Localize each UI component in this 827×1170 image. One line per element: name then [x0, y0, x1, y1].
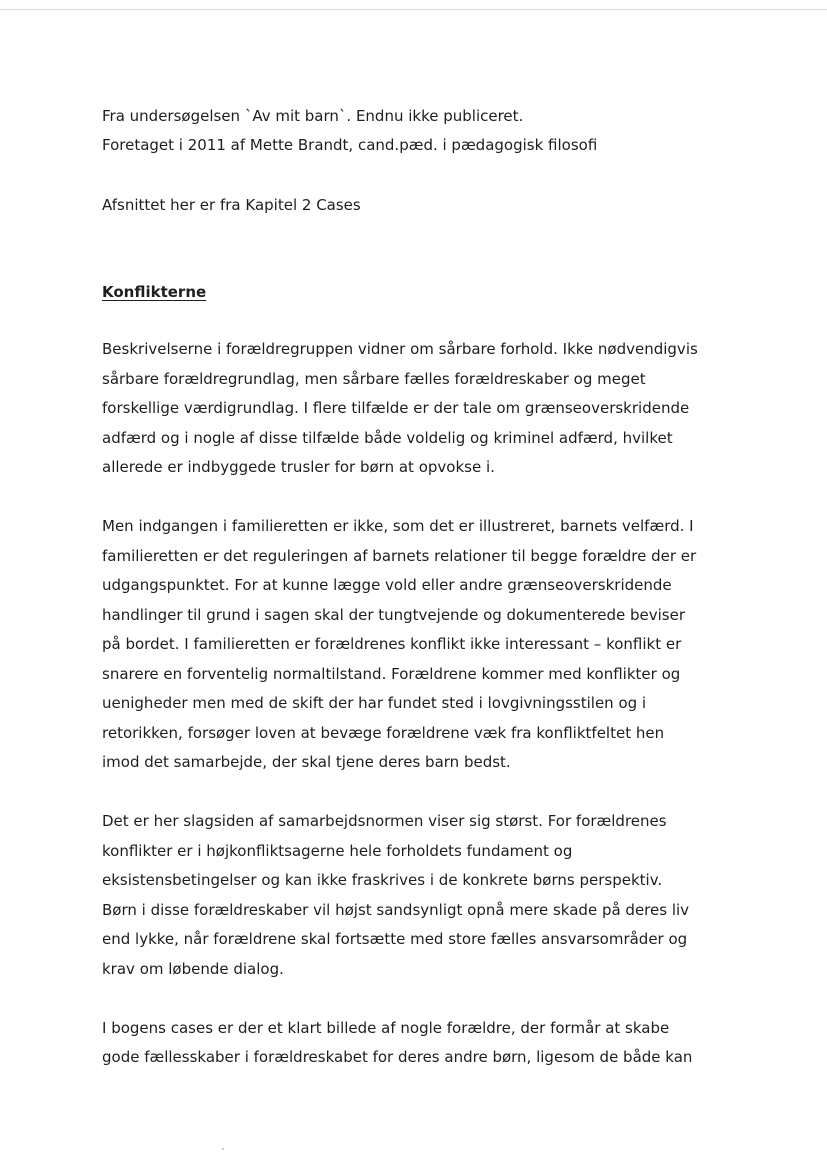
- text-line: handlinger til grund i sagen skal der tungtvejende og dokumenterede beviser: [102, 605, 686, 624]
- text-line: imod det samarbejde, der skal tjene deres barn bedst.: [102, 753, 511, 771]
- text-line: retorikken, forsøger loven at bevæge forældrene væk fra konfliktfeltet hen: [102, 723, 665, 742]
- source-note-line: Fra undersøgelsen `Av mit barn`. Endnu ikke publiceret.: [102, 107, 524, 125]
- text-line: end lykke, når forældrene skal fortsætte med store fælles ansvarsområder og: [102, 930, 688, 948]
- text-line: på bordet. I familieretten er forældrenes konflikt ikke interessant – konflikt er: [102, 635, 682, 653]
- text-line: forskellige værdigrundlag. I flere tilfælde er der tale om grænseoverskridende: [102, 399, 690, 417]
- text-line: krav om løbende dialog.: [102, 959, 284, 978]
- text-line: gode fællesskaber i forældreskabet for deres andre børn, ligesom de både kan: [102, 1048, 693, 1066]
- paragraph: [102, 1014, 762, 1073]
- text-line: snarere en forventelig normaltilstand. Forældrene kommer med konflikter og: [102, 664, 681, 683]
- paragraph: [102, 335, 762, 483]
- text-line: udgangspunktet. For at kunne lægge vold eller andre grænseoverskridende: [102, 576, 672, 594]
- text-line: eksistensbetingelser og kan ikke fraskrives i de konkrete børns perspektiv.: [102, 871, 663, 889]
- section-heading: Konflikterne: [102, 283, 207, 301]
- text-line: sårbare forældregrundlag, men sårbare fælles forældreskaber og meget: [102, 369, 646, 388]
- source-note: [102, 102, 782, 160]
- paragraph: [102, 512, 762, 778]
- text-line: adfærd og i nogle af disse tilfælde både voldelig og kriminel adfærd, hvilket: [102, 428, 673, 447]
- text-line: I bogens cases er der et klart billede af nogle forældre, der formår at skabe: [102, 1018, 670, 1037]
- body-text: [102, 335, 762, 1102]
- text-line: Det er her slagsiden af samarbejdsnormen viser sig størst. For forældrenes: [102, 812, 667, 830]
- text-line: familieretten er det reguleringen af barnets relationer til begge forældre der er: [102, 546, 697, 565]
- source-note-line: Foretaget i 2011 af Mette Brandt, cand.pæd. i pædagogisk filosofi: [102, 136, 598, 154]
- text-line: uenigheder men med de skift der har fundet sted i lovgivningsstilen og i: [102, 694, 647, 712]
- scan-edge-line: [0, 9, 827, 10]
- section-note: Afsnittet her er fra Kapitel 2 Cases: [102, 196, 361, 214]
- text-line: allerede er indbyggede trusler for børn at opvokse i.: [102, 458, 495, 476]
- text-line: Børn i disse forældreskaber vil højst sandsynligt opnå mere skade på deres liv: [102, 900, 690, 919]
- scan-speck: [222, 1148, 224, 1150]
- text-line: Beskrivelserne i forældregruppen vidner om sårbare forhold. Ikke nødvendigvis: [102, 340, 698, 358]
- text-line: Men indgangen i familieretten er ikke, som det er illustreret, barnets velfærd. I: [102, 517, 694, 535]
- text-line: konflikter er i højkonfliktsagerne hele forholdets fundament og: [102, 841, 573, 860]
- paragraph: [102, 807, 762, 984]
